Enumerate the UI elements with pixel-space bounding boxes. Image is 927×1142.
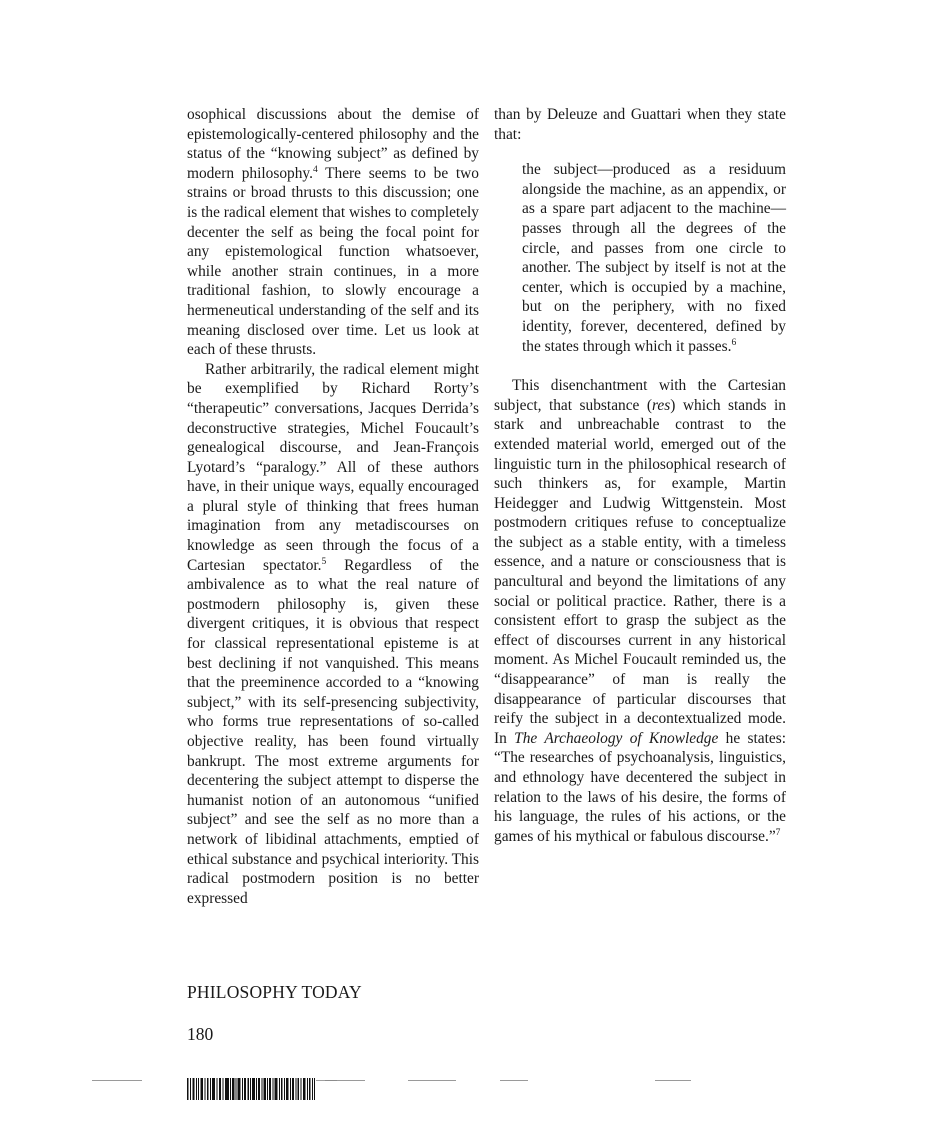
scan-artifact-line <box>655 1080 691 1081</box>
paragraph-lead: than by Deleuze and Guattari when they state that: <box>494 106 786 143</box>
scan-artifact-line <box>92 1080 142 1081</box>
block-quote-text: the subject—produced as a residuum alongside the machine, as an appendix, or as a spare part adjacent to the machine—passes through all the degrees of the circle, and passes from one circle to another. The subject by itself is not at the center, which is occupied by a machine, but on the periphery, with no fixed identity, forever, decentered, defined by the states through which it passes. <box>522 161 786 355</box>
paragraph-3-text-b: ) which stands in stark and unbreachable contrast to the extended material world, emerged out of the linguistic turn in the philosophical research of such thinkers as, for example, Martin Heidegger and Ludwig Wittgenstein. Most postmodern critiques refuse to conceptualize the subject as a stable entity, with a timeless essence, and a nature or consciousness that is pancultural and beyond the limitations of any social or political practice. Rather, there is a consistent effort to grasp the subject as the effect of discourses current in any historical moment. As Michel Foucault reminded us, the “disappearance” of man is really the disappearance of particular discourses that reify the subject in a decontextualized mode. In <box>494 396 786 747</box>
paragraph-2 <box>187 360 479 909</box>
footnote-ref-5: 5 <box>321 556 327 567</box>
scan-artifact-line <box>408 1080 456 1081</box>
paragraph-1 <box>187 105 479 360</box>
paragraph-3-text-c: he states: “The researches of psychoanalysis, linguistics, and ethnology have decentered the subject in relation to the laws of his desire, the forms of his language, the rules of his actions, or the games of his mythical or fabulous discourse.” <box>494 729 786 845</box>
left-column <box>187 105 479 908</box>
footnote-ref-4: 4 <box>312 164 318 175</box>
footnote-ref-7: 7 <box>775 827 781 838</box>
running-head: PHILOSOPHY TODAY <box>187 982 362 1002</box>
book-title: The Archaeology of Knowledge <box>514 729 719 747</box>
block-quote <box>522 160 786 356</box>
res-term: res <box>652 396 671 414</box>
paragraph-3 <box>494 376 786 846</box>
paragraph-2-text-b: Regardless of the ambivalence as to what the real nature of postmodern philosophy is, given these divergent critiques, it is obvious that respect for classical representational episteme is at best declining if not vanquished. This means that the preeminence accorded to a “knowing subject,” with its self-presencing subjectivity, who forms true representations of so-called objective reality, has been found virtually bankrupt. The most extreme arguments for decentering the subject attempt to disperse the humanist notion of an autonomous “unified subject” and see the self as no more than a network of libidinal attachments, emptied of ethical substance and psychical interiority. This radical postmodern position is no better expressed <box>187 556 479 907</box>
barcode-scan-mark <box>187 1078 337 1100</box>
page-number: 180 <box>187 1024 214 1044</box>
paragraph-1-text-b: There seems to be two strains or broad thrusts to this discussion; one is the radical element that wishes to completely decenter the self as being the focal point for any epistemological function whatsoever, while another strain continues, in a more traditional fashion, to slowly encourage a hermeneutical understanding of the self and its meaning disclosed over time. Let us look at each of these thrusts. <box>187 164 479 359</box>
right-column <box>494 105 786 846</box>
paragraph-1-text-a: osophical discussions about the demise of epistemologically-centered philosophy and the status of the “knowing subject” as defined by modern philosophy. <box>187 106 479 182</box>
scan-artifact-line <box>500 1080 528 1081</box>
paragraph-3-text-a: This disenchantment with the Cartesian subject, that substance ( <box>494 377 786 414</box>
footnote-ref-6: 6 <box>731 337 737 348</box>
paragraph-2-text-a: Rather arbitrarily, the radical element might be exemplified by Richard Rorty’s “therapeutic” conversations, Jacques Derrida’s deconstructive strategies, Michel Foucault’s genealogical discourse, and Jean-François Lyotard’s “paralogy.” All of these authors have, in their unique ways, equally encouraged a plural style of thinking that frees human imagination from any metadiscourses on knowledge as seen through the focus of a Cartesian spectator. <box>187 360 479 574</box>
